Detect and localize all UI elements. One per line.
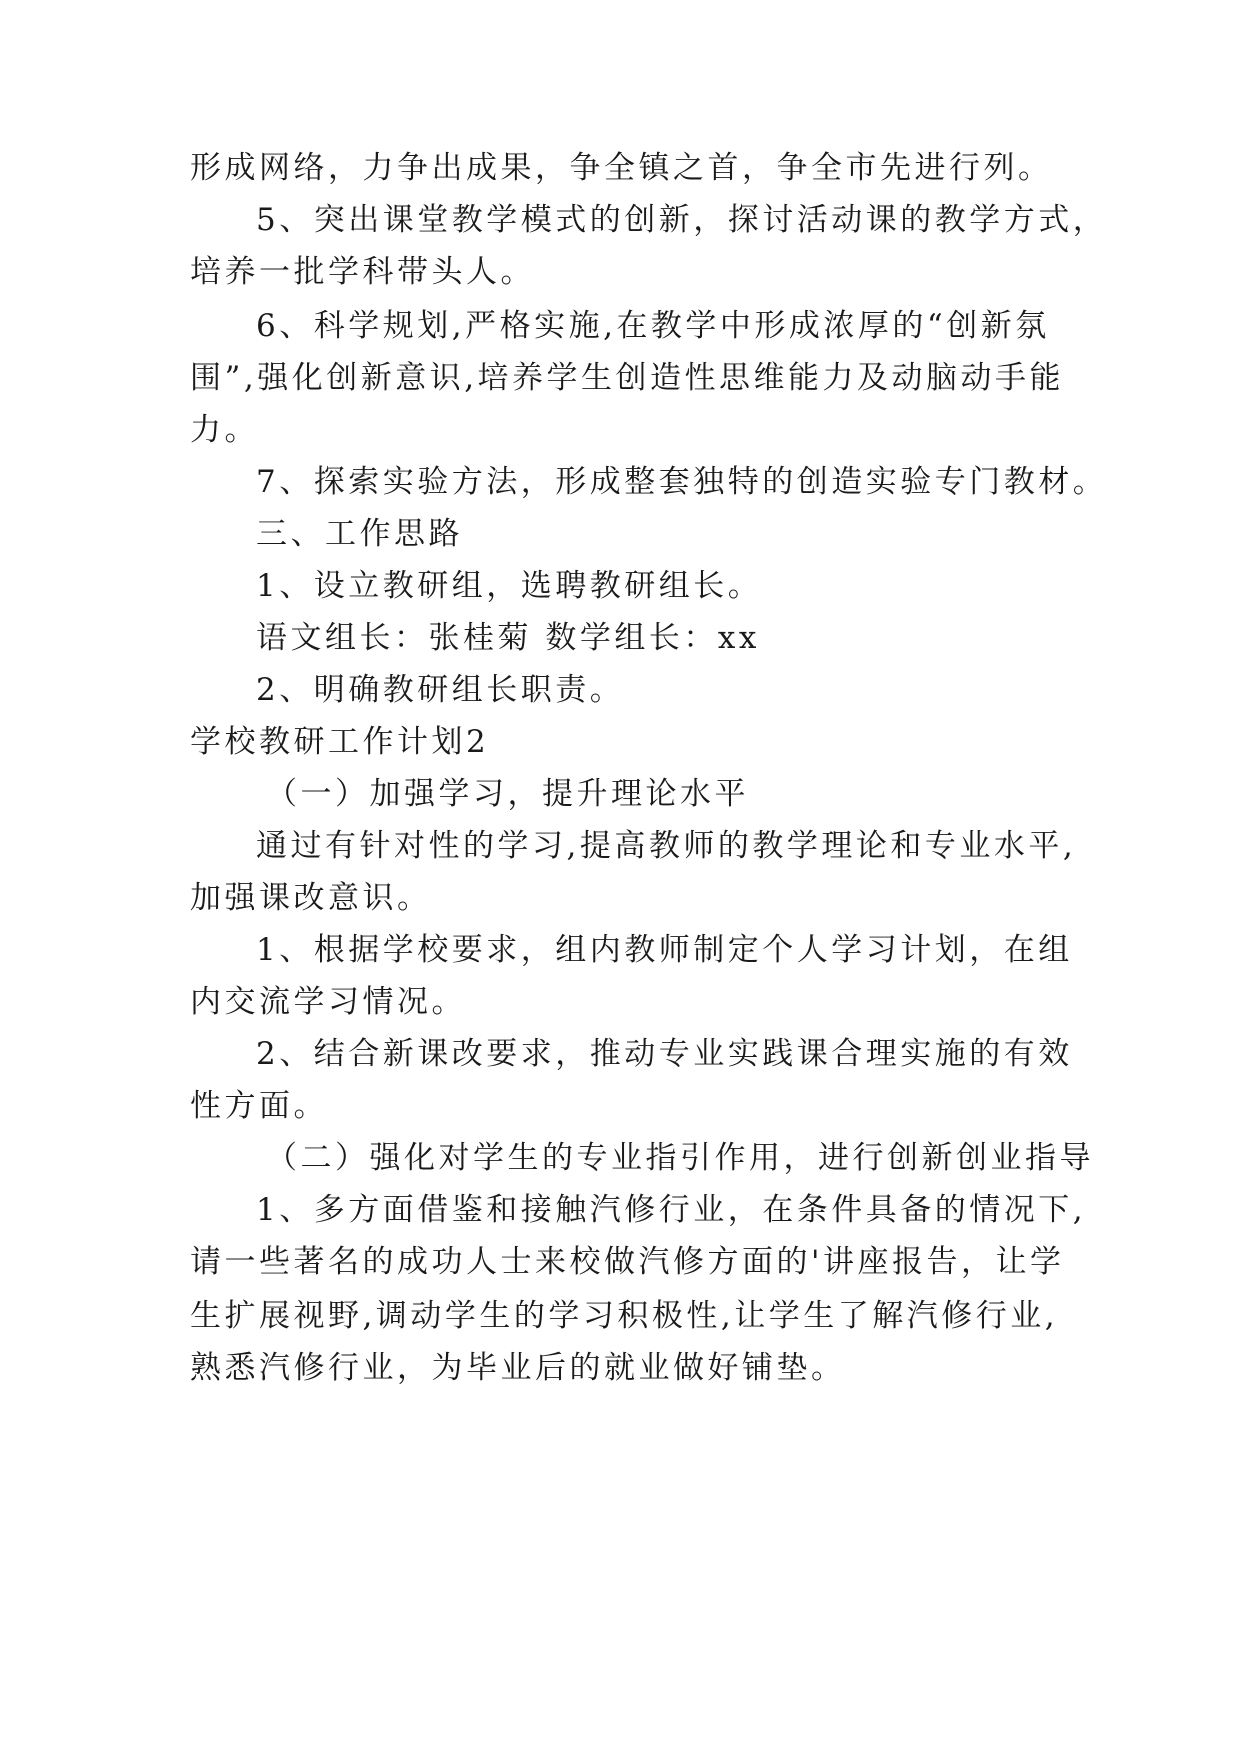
text-line: 力。 [190,412,259,448]
text-line: 熟悉汽修行业，为毕业后的就业做好铺垫。 [190,1350,846,1386]
text-line: 通过有针对性的学习,提高教师的教学理论和专业水平, [256,828,1077,864]
text-line: 1、根据学校要求，组内教师制定个人学习计划，在组 [256,932,1073,968]
subsection-heading: （二）强化对学生的专业指引作用，进行创新创业指导 [266,1140,1094,1176]
text-line: 2、明确教研组长职责。 [256,672,625,708]
document-title: 学校教研工作计划2 [190,724,490,760]
text-line: 加强课改意识。 [190,880,432,916]
text-line: 1、设立教研组，选聘教研组长。 [256,568,763,604]
text-line: 培养一批学科带头人。 [190,254,535,290]
text-line: 内交流学习情况。 [190,984,466,1020]
text-line: 生扩展视野,调动学生的学习积极性,让学生了解汽修行业, [190,1298,1059,1334]
text-line: 7、探索实验方法，形成整套独特的创造实验专门教材。 [256,464,1108,500]
text-line: 性方面。 [190,1088,328,1124]
text-line: 围”,强化创新意识,培养学生创造性思维能力及动脑动手能 [190,360,1065,396]
text-line: 形成网络，力争出成果，争全镇之首，争全市先进行列。 [190,150,1053,186]
text-line: 1、多方面借鉴和接触汽修行业，在条件具备的情况下, [256,1192,1087,1228]
text-line: 6、科学规划,严格实施,在教学中形成浓厚的“创新氛 [256,308,1050,344]
text-line: 语文组长：张桂菊 数学组长：xx [256,620,760,656]
section-heading: 三、工作思路 [256,516,463,552]
text-line: 5、突出课堂教学模式的创新，探讨活动课的教学方式， [256,202,1108,238]
subsection-heading: （一）加强学习，提升理论水平 [266,776,749,812]
text-line: 2、结合新课改要求，推动专业实践课合理实施的有效 [256,1036,1073,1072]
text-line: 请一些著名的成功人士来校做汽修方面的'讲座报告，让学 [190,1244,1065,1280]
